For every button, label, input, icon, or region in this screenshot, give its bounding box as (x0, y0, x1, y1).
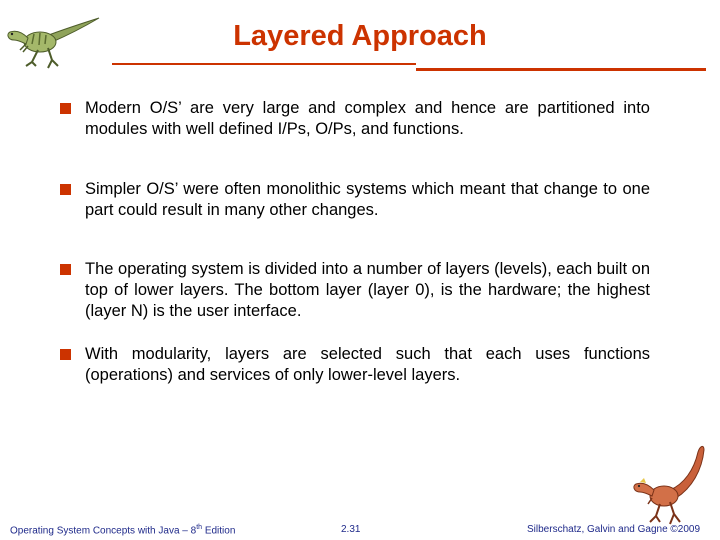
bullet-marker-icon (60, 103, 71, 114)
footer-copyright: Silberschatz, Galvin and Gagne ©2009 (527, 524, 701, 535)
bullet-text: With modularity, layers are selected such that each uses functions (operations) and services of only lower-level layers. (85, 345, 650, 384)
bullet-item (60, 344, 650, 386)
dinosaur-icon (626, 440, 706, 528)
bullet-item (60, 179, 650, 221)
footer-book-title-sup: th (196, 524, 203, 531)
bullet-marker-icon (60, 184, 71, 195)
bullet-marker-icon (60, 264, 71, 275)
bullet-item (60, 98, 650, 140)
bullet-text: The operating system is divided into a number of layers (levels), each built on top of lower layers. The bottom layer (layer 0), is the hardware; the highest (layer N) is the user interface. (85, 260, 650, 320)
footer-book-title-suffix: Edition (202, 525, 236, 537)
title-underline-left (112, 63, 416, 65)
footer-book-title (10, 524, 235, 536)
bullet-text: Modern O/S’ are very large and complex and hence are partitioned into modules with well defined I/Ps, O/Ps, and functions. (85, 99, 650, 138)
footer-book-title-prefix: Operating System Concepts with Java – 8 (10, 525, 197, 537)
bullet-text: Simpler O/S’ were often monolithic systems which meant that change to one part could result in many other changes. (85, 180, 650, 219)
title-underline-right (416, 68, 706, 71)
bullet-item (60, 259, 650, 322)
bullet-marker-icon (60, 349, 71, 360)
page-number: 2.31 (341, 524, 361, 535)
slide-title: Layered Approach (233, 20, 487, 52)
